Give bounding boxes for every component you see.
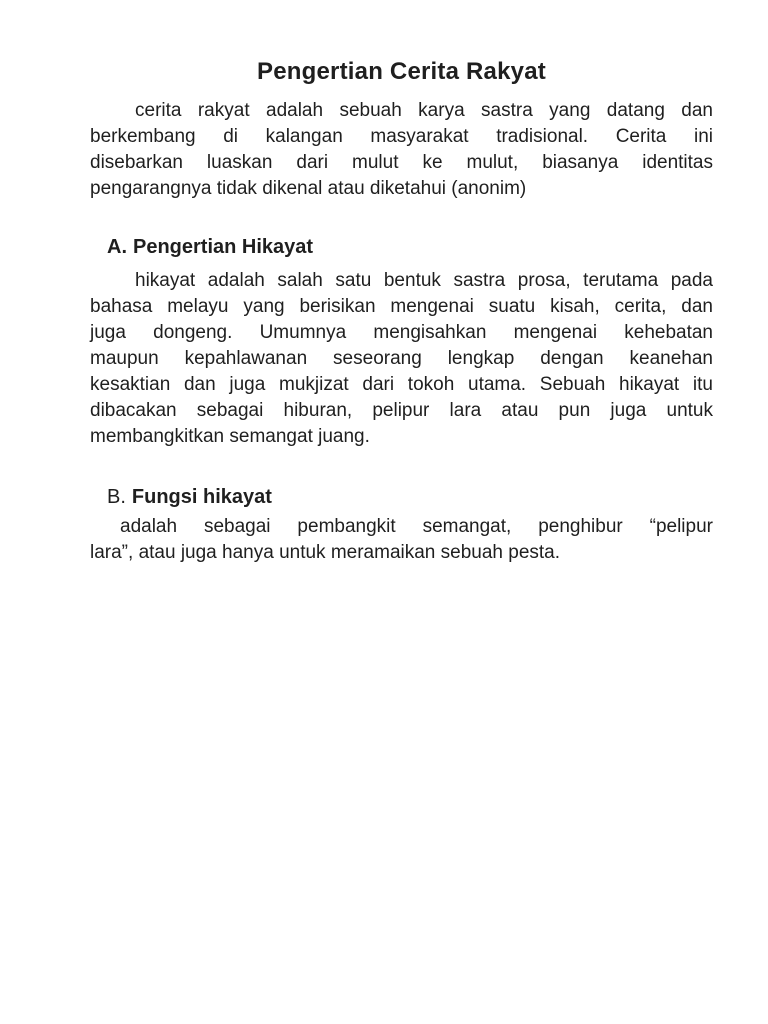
text-line: disebarkan luaskan dari mulut ke mulut, biasanya identitas: [90, 152, 713, 173]
section-a-title: Pengertian Hikayat: [133, 236, 314, 258]
section-b-heading: [107, 484, 713, 510]
text-line: bahasa melayu yang berisikan mengenai suatu kisah, cerita, dan: [90, 296, 713, 317]
text-line: kesaktian dan juga mukjizat dari tokoh utama. Sebuah hikayat itu: [90, 374, 713, 395]
section-a-number: A.: [107, 236, 127, 258]
text-line: pengarangnya tidak dikenal atau diketahui (anonim): [90, 178, 527, 199]
text-line: juga dongeng. Umumnya mengisahkan mengenai kehebatan: [90, 322, 713, 343]
document-title: Pengertian Cerita Rakyat: [257, 58, 546, 85]
text-line: dibacakan sebagai hiburan, pelipur lara atau pun juga untuk: [90, 400, 713, 421]
text-line: hikayat adalah salah satu bentuk sastra prosa, terutama pada: [135, 270, 713, 291]
intro-paragraph: [90, 98, 713, 202]
text-line: berkembang di kalangan masyarakat tradisional. Cerita ini: [90, 126, 713, 147]
section-b-paragraph: [90, 514, 713, 566]
text-line: cerita rakyat adalah sebuah karya sastra yang datang dan: [135, 100, 713, 121]
text-line: adalah sebagai pembangkit semangat, penghibur “pelipur: [120, 516, 713, 537]
text-line: maupun kepahlawanan seseorang lengkap dengan keanehan: [90, 348, 713, 369]
section-b-number: B.: [107, 486, 126, 508]
document-content: [90, 56, 713, 566]
section-a-heading: [107, 234, 713, 260]
text-line: membangkitkan semangat juang.: [90, 426, 370, 447]
section-b-title: Fungsi hikayat: [131, 486, 272, 508]
section-a-paragraph: [90, 268, 713, 450]
text-line: lara”, atau juga hanya untuk meramaikan sebuah pesta.: [90, 542, 561, 563]
